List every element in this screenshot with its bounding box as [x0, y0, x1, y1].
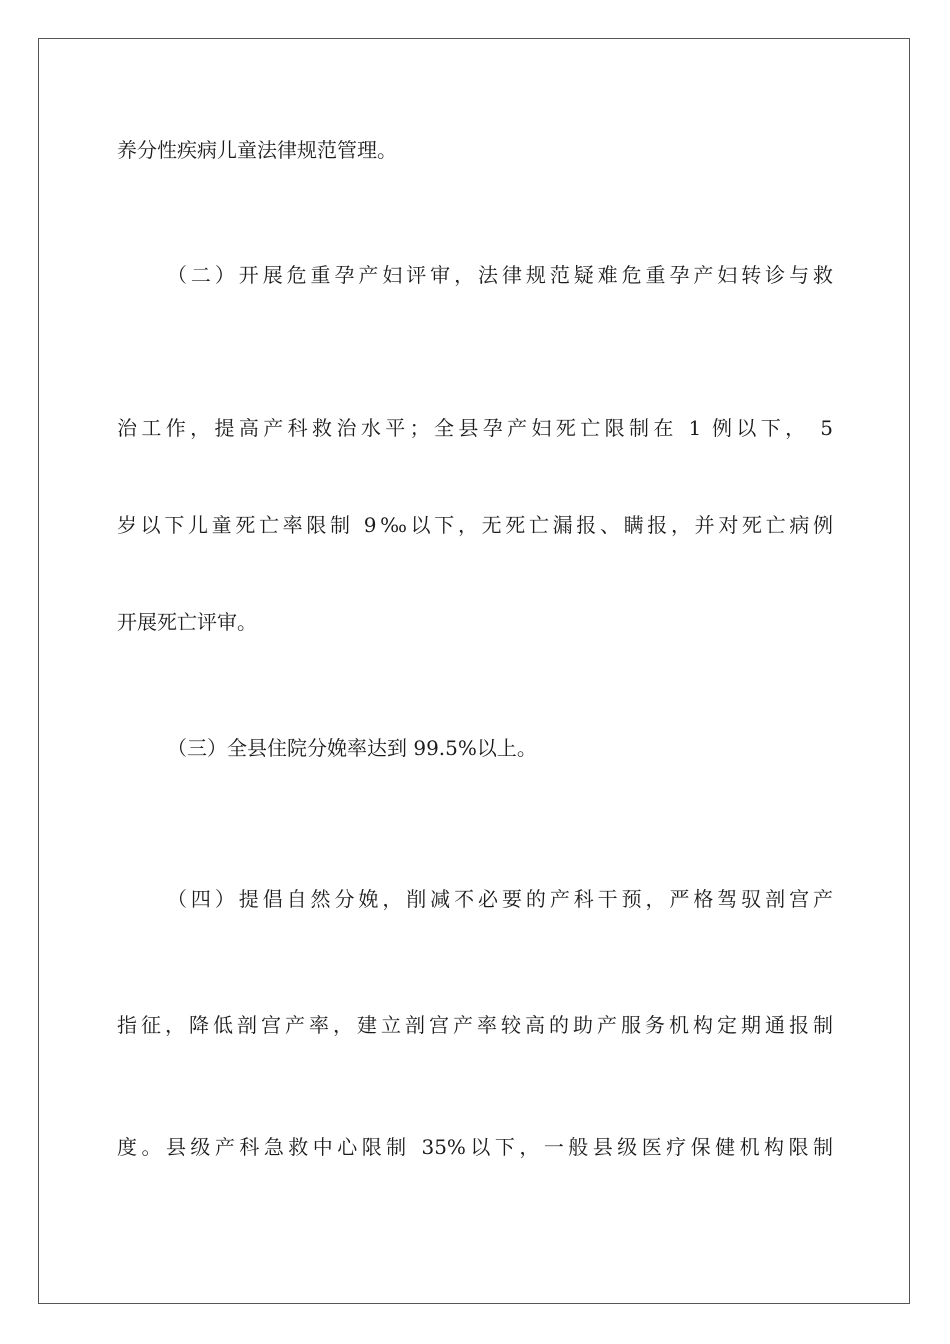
text-line-8: 指征，降低剖宫产率，建立剖宫产率较高的助产服务机构定期通报制 — [117, 1013, 833, 1037]
text-line-9: 度。县级产科急救中心限制 35%以下，一般县级医疗保健机构限制 — [117, 1135, 833, 1159]
text-line-5: 开展死亡评审。 — [117, 610, 257, 634]
page-border — [38, 38, 910, 1304]
text-line-4: 岁以下儿童死亡率限制 9‰以下，无死亡漏报、瞒报，并对死亡病例 — [117, 513, 833, 537]
text-line-2: （二）开展危重孕产妇评审，法律规范疑难危重孕产妇转诊与救 — [167, 263, 833, 287]
text-line-1: 养分性疾病儿童法律规范管理。 — [117, 138, 397, 162]
text-line-6: （三）全县住院分娩率达到 99.5%以上。 — [167, 736, 537, 760]
text-line-3: 治工作，提高产科救治水平；全县孕产妇死亡限制在 1 例以下， 5 — [117, 416, 833, 440]
text-line-7: （四）提倡自然分娩，削减不必要的产科干预，严格驾驭剖宫产 — [167, 887, 833, 911]
